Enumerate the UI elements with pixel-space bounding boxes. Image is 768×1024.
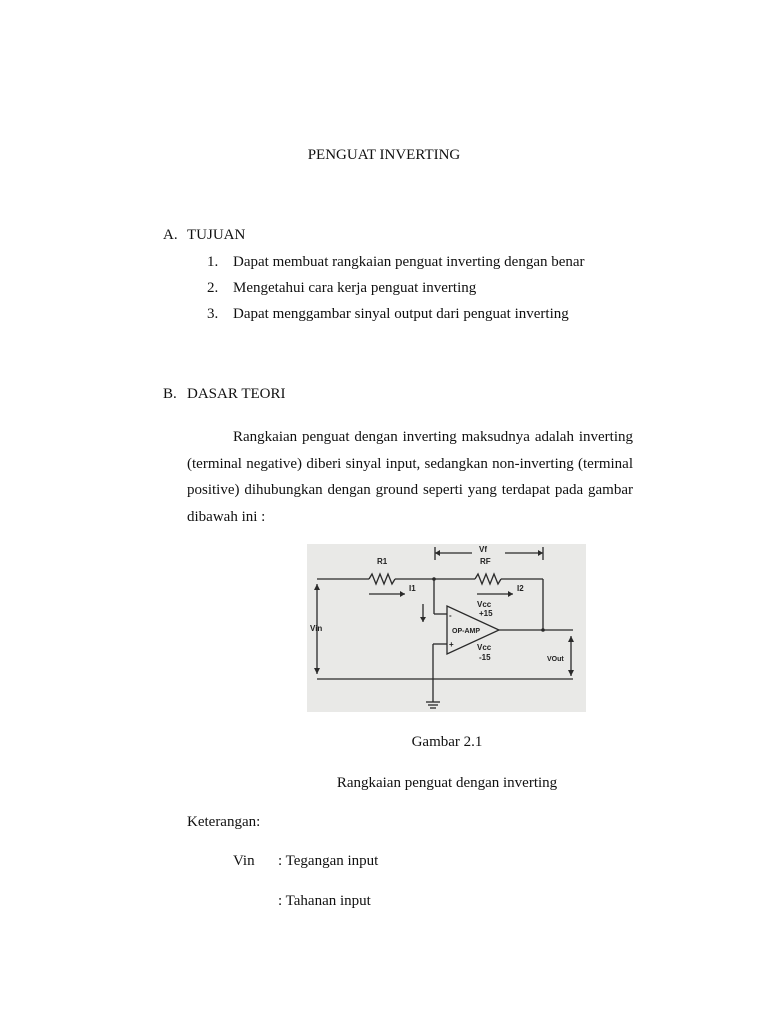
label-vcc-positive: Vcc	[477, 600, 492, 609]
inverting-amplifier-schematic	[307, 544, 586, 712]
list-item-number: 1.	[207, 254, 219, 270]
label-rf: RF	[480, 557, 491, 566]
label-vcc-negative-value: -15	[479, 653, 491, 662]
section-b-letter: B.	[163, 386, 177, 402]
keterangan-description: : Tahanan input	[278, 893, 371, 909]
list-item-number: 2.	[207, 280, 219, 296]
paragraph-line: Rangkaian penguat dengan inverting maksudnya adalah inverting	[233, 429, 633, 445]
label-vout: VOut	[547, 656, 564, 663]
paragraph-line: (terminal negative) diberi sinyal input, sedangkan non-inverting (terminal	[187, 455, 633, 472]
resistor-rf	[475, 574, 501, 584]
label-vcc-negative: Vcc	[477, 643, 492, 652]
keterangan-term: Vin	[233, 853, 255, 869]
label-opamp: OP-AMP	[452, 628, 480, 635]
resistor-r1	[369, 574, 395, 584]
theory-paragraph	[187, 424, 633, 530]
label-vin: Vin	[310, 624, 323, 633]
list-item-text: Dapat menggambar sinyal output dari penguat inverting	[233, 306, 569, 322]
label-i1: I1	[409, 584, 416, 593]
label-vf: Vf	[479, 545, 487, 554]
label-vcc-positive-value: +15	[479, 609, 493, 618]
label-plus-terminal: +	[449, 640, 454, 649]
label-i2: I2	[517, 584, 524, 593]
paragraph-line: positive) dihubungkan dengan ground seperti yang terdapat pada gambar	[187, 482, 633, 498]
keterangan-heading: Keterangan:	[187, 814, 261, 830]
keterangan-description: : Tegangan input	[278, 853, 379, 869]
section-a-title: TUJUAN	[187, 227, 246, 243]
paragraph-line: dibawah ini :	[187, 508, 266, 525]
list-item-text: Dapat membuat rangkaian penguat inverting dengan benar	[233, 254, 585, 270]
label-minus-terminal: -	[449, 611, 452, 620]
section-b-title: DASAR TEORI	[187, 386, 286, 402]
label-r1: R1	[377, 557, 388, 566]
section-a-letter: A.	[163, 227, 178, 243]
figure-caption-text: Rangkaian penguat dengan inverting	[336, 775, 558, 791]
circuit-figure	[307, 544, 586, 712]
list-item-text: Mengetahui cara kerja penguat inverting	[233, 280, 477, 296]
figure-caption-number: Gambar 2.1	[411, 734, 483, 750]
page-title: PENGUAT INVERTING	[307, 147, 461, 163]
list-item-number: 3.	[207, 306, 219, 322]
